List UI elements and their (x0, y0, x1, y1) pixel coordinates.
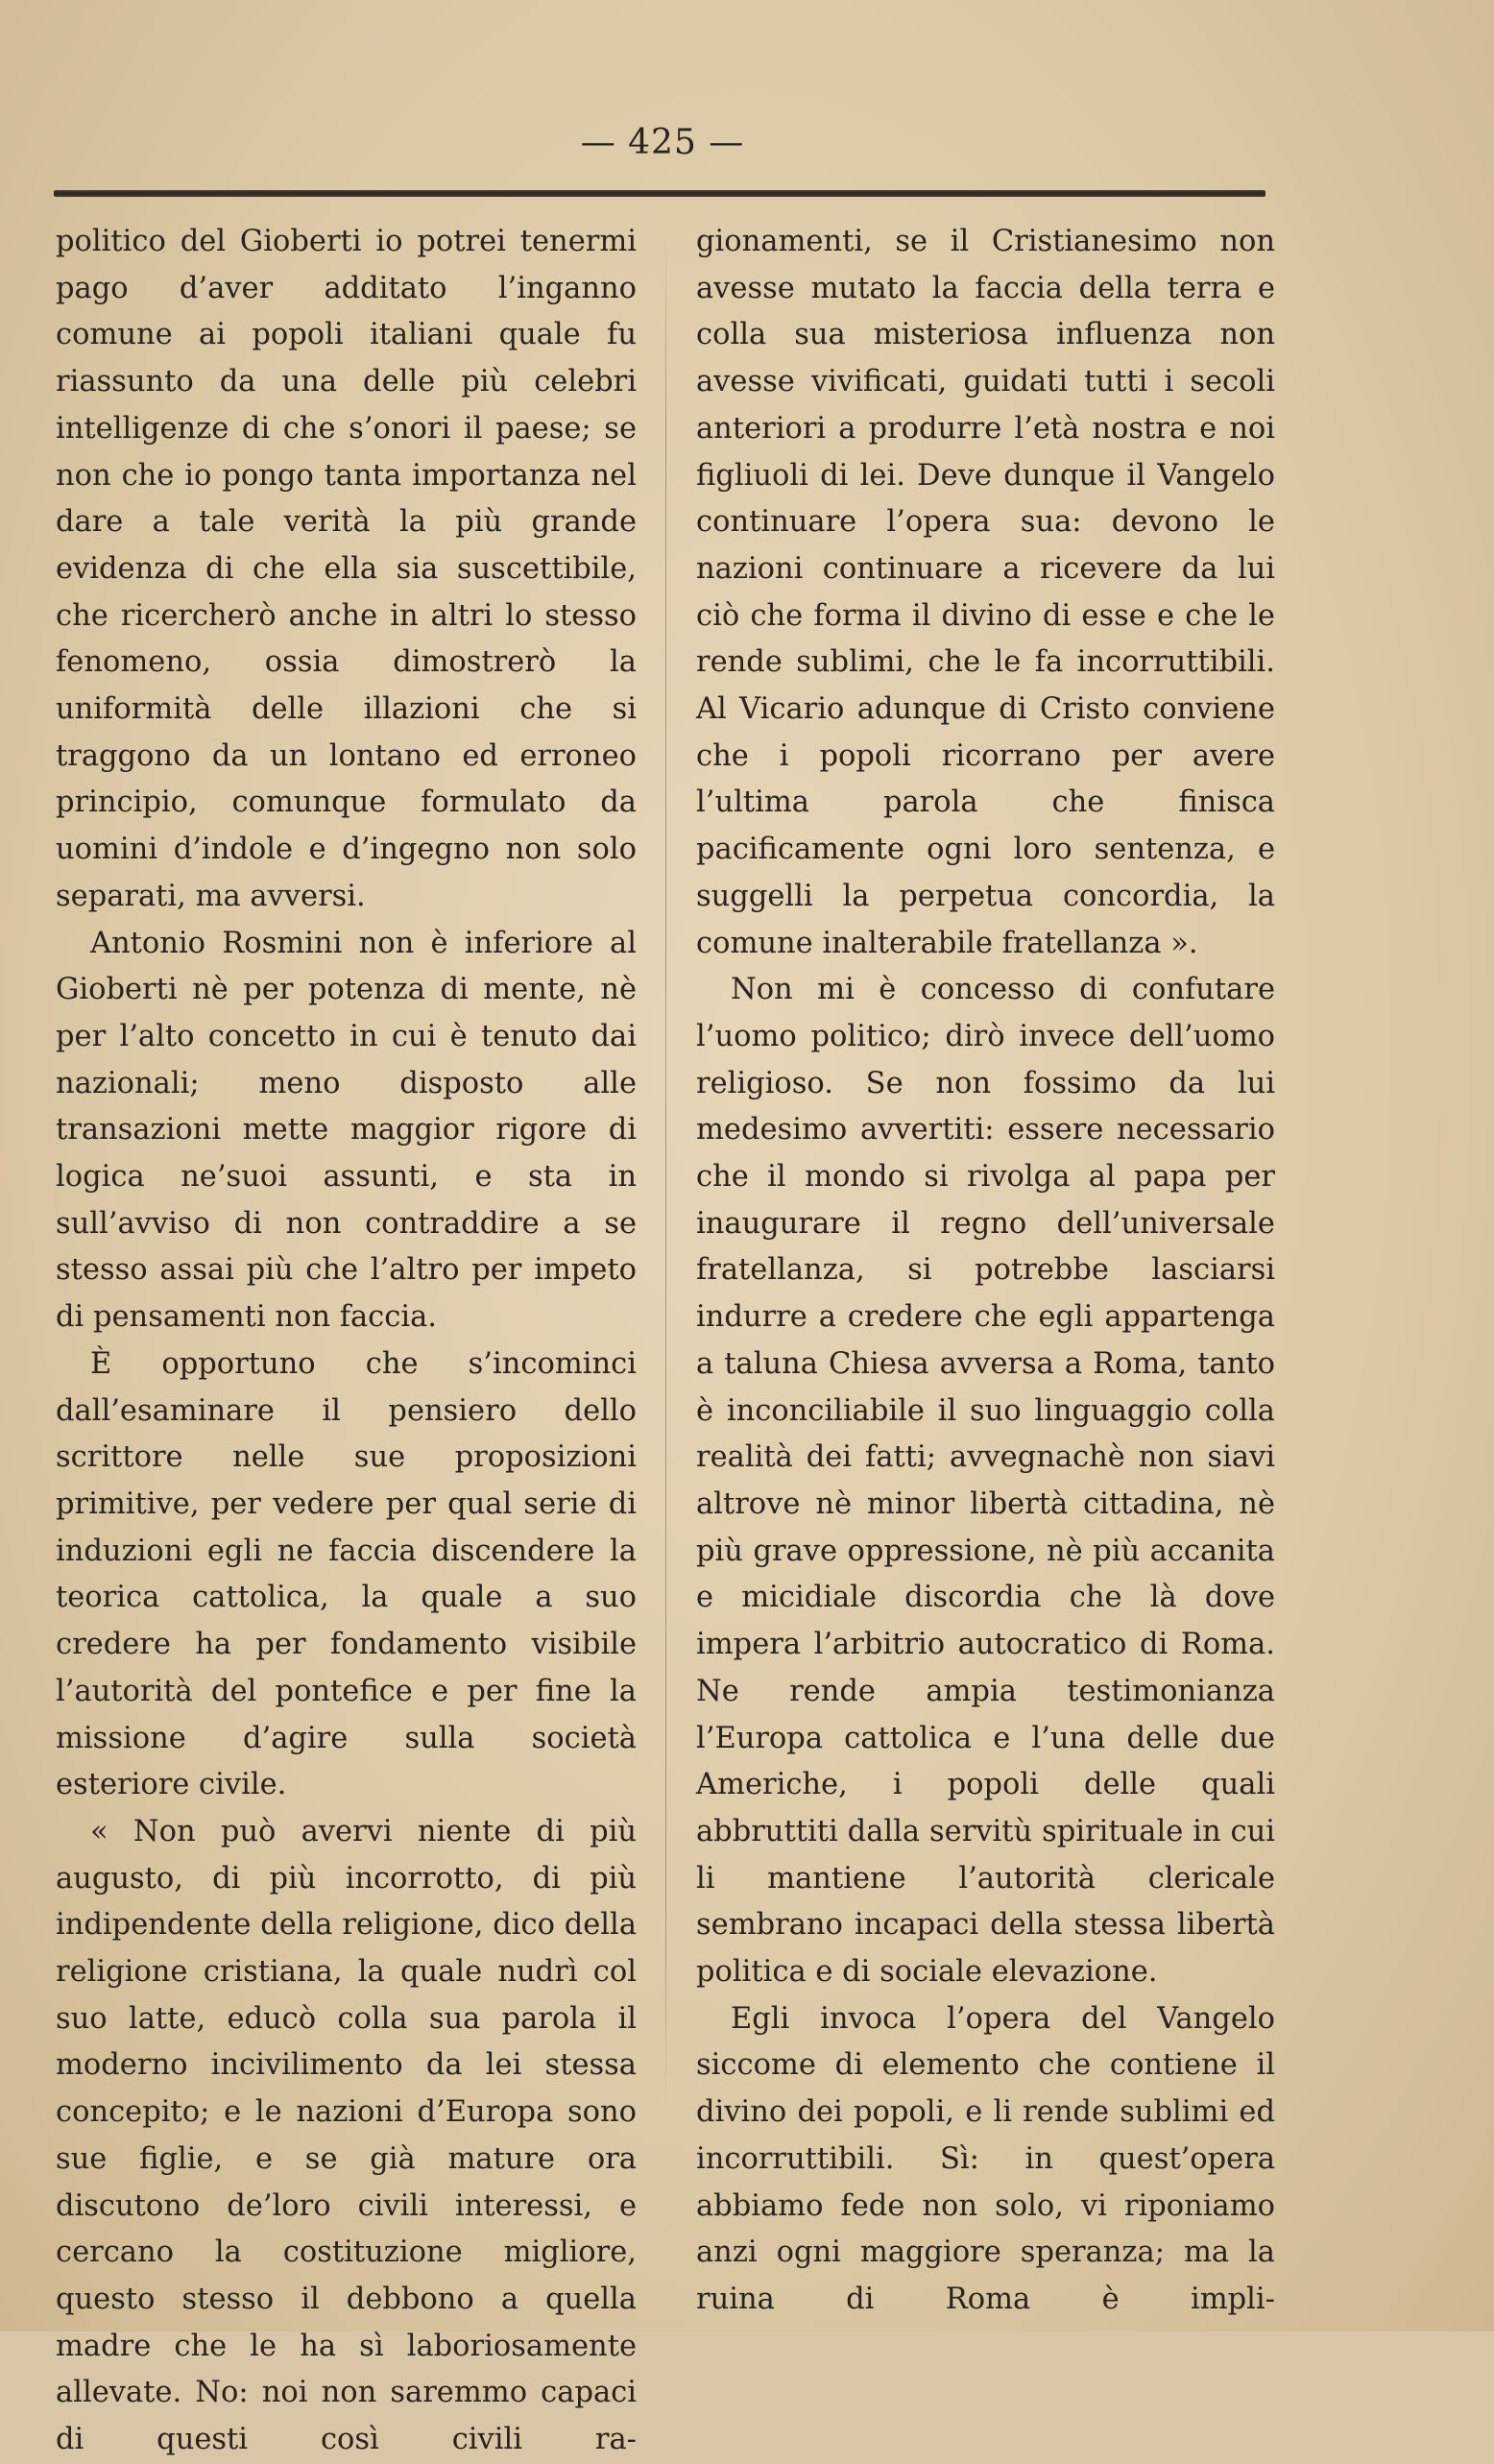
header-rule (54, 190, 1265, 197)
paragraph: politico del Gioberti io potrei tenermi pago d’aver additato l’inganno comune ai popoli italiani quale fu riassunto da una delle più celebri intelligenze di che s’onori il paese; se non che io pongo tanta importanza nel dare a tale verità la più grande evidenza di che ella sia suscettibile, che ricercherò anche in altri lo stesso fenomeno, ossia dimostrerò la uniformità delle illazioni che si traggono da un lontano ed erroneo principio, comunque formulato da uomini d’indole e d’ingegno non solo separati, ma avversi. (56, 225, 637, 913)
paragraph: « Non può avervi niente di più augusto, di più incorrotto, di più indipendente della religione, dico della religione cristiana, la quale nudrì col suo latte, educò colla sua parola il moderno incivilimento da lei stessa concepito; e le nazioni d’Europa sono sue figlie, e se già mature ora discutono de’loro civili interessi, e cercano la costituzione migliore, questo stesso il debbono a quella madre che le ha sì laboriosamente allevate. No: noi non saremmo capaci di questi così civili ra- (56, 1814, 637, 2457)
right-column (696, 219, 1275, 2324)
paragraph: gionamenti, se il Cristianesimo non avesse mutato la faccia della terra e colla sua misteriosa influenza non avesse vivificati, guidati tutti i secoli anteriori a produrre l’età nostra e noi figliuoli di lei. Deve dunque il Vangelo continuare l’opera sua: devono le nazioni continuare a ricevere da lui ciò che forma il divino di esse e che le rende sublimi, che le fa incorruttibili. Al Vicario adunque di Cristo conviene che i popoli ricorrano per avere l’ultima parola che finisca pacificamente ogni loro sentenza, e suggelli la perpetua concordia, la comune inalterabile fratellanza ». (696, 225, 1275, 960)
column-divider (665, 227, 666, 2111)
paragraph: Non mi è concesso di confutare l’uomo politico; dirò invece dell’uomo religioso. Se non fossimo da lui medesimo avvertiti: essere necessario che il mondo si rivolga al papa per inaugurare il regno dell’universale fratellanza, si potrebbe lasciarsi indurre a credere che egli appartenga a taluna Chiesa avversa a Roma, tanto è inconciliabile il suo linguaggio colla realità dei fatti; avvegnachè non siavi altrove nè minor libertà cittadina, nè più grave oppressione, nè più accanita e micidiale discordia che là dove impera l’arbitrio autocratico di Roma. Ne rende ampia testimonianza l’Europa cattolica e l’una delle due Americhe, i popoli delle quali abbruttiti dalla servitù spirituale in cui li mantiene l’autorità clericale sembrano incapaci della stessa libertà politica e di sociale elevazione. (696, 973, 1275, 1990)
left-column (56, 219, 637, 2464)
paragraph: Antonio Rosmini non è inferiore al Gioberti nè per potenza di mente, nè per l’alto concetto in cui è tenuto dai nazionali; meno disposto alle transazioni mette maggior rigore di logica ne’suoi assunti, e sta in sull’avviso di non contraddire a se stesso assai più che l’altro per impeto di pensamenti non faccia. (56, 926, 637, 1335)
paragraph: Egli invoca l’opera del Vangelo siccome di elemento che contiene il divino dei popoli, e li rende sublimi ed incorruttibili. Sì: in quest’opera abbiamo fede non solo, vi riponiamo anzi ogni maggiore speranza; ma la ruina di Roma è impli- (696, 2001, 1275, 2316)
page-number: — 425 — (580, 123, 745, 162)
paragraph: È opportuno che s’incominci dall’esaminare il pensiero dello scrittore nelle sue proposizioni primitive, per vedere per qual serie di induzioni egli ne faccia discendere la teorica cattolica, la quale a suo credere ha per fondamento visibile l’autorità del pontefice e per fine la missione d’agire sulla società esteriore civile. (56, 1346, 637, 1802)
